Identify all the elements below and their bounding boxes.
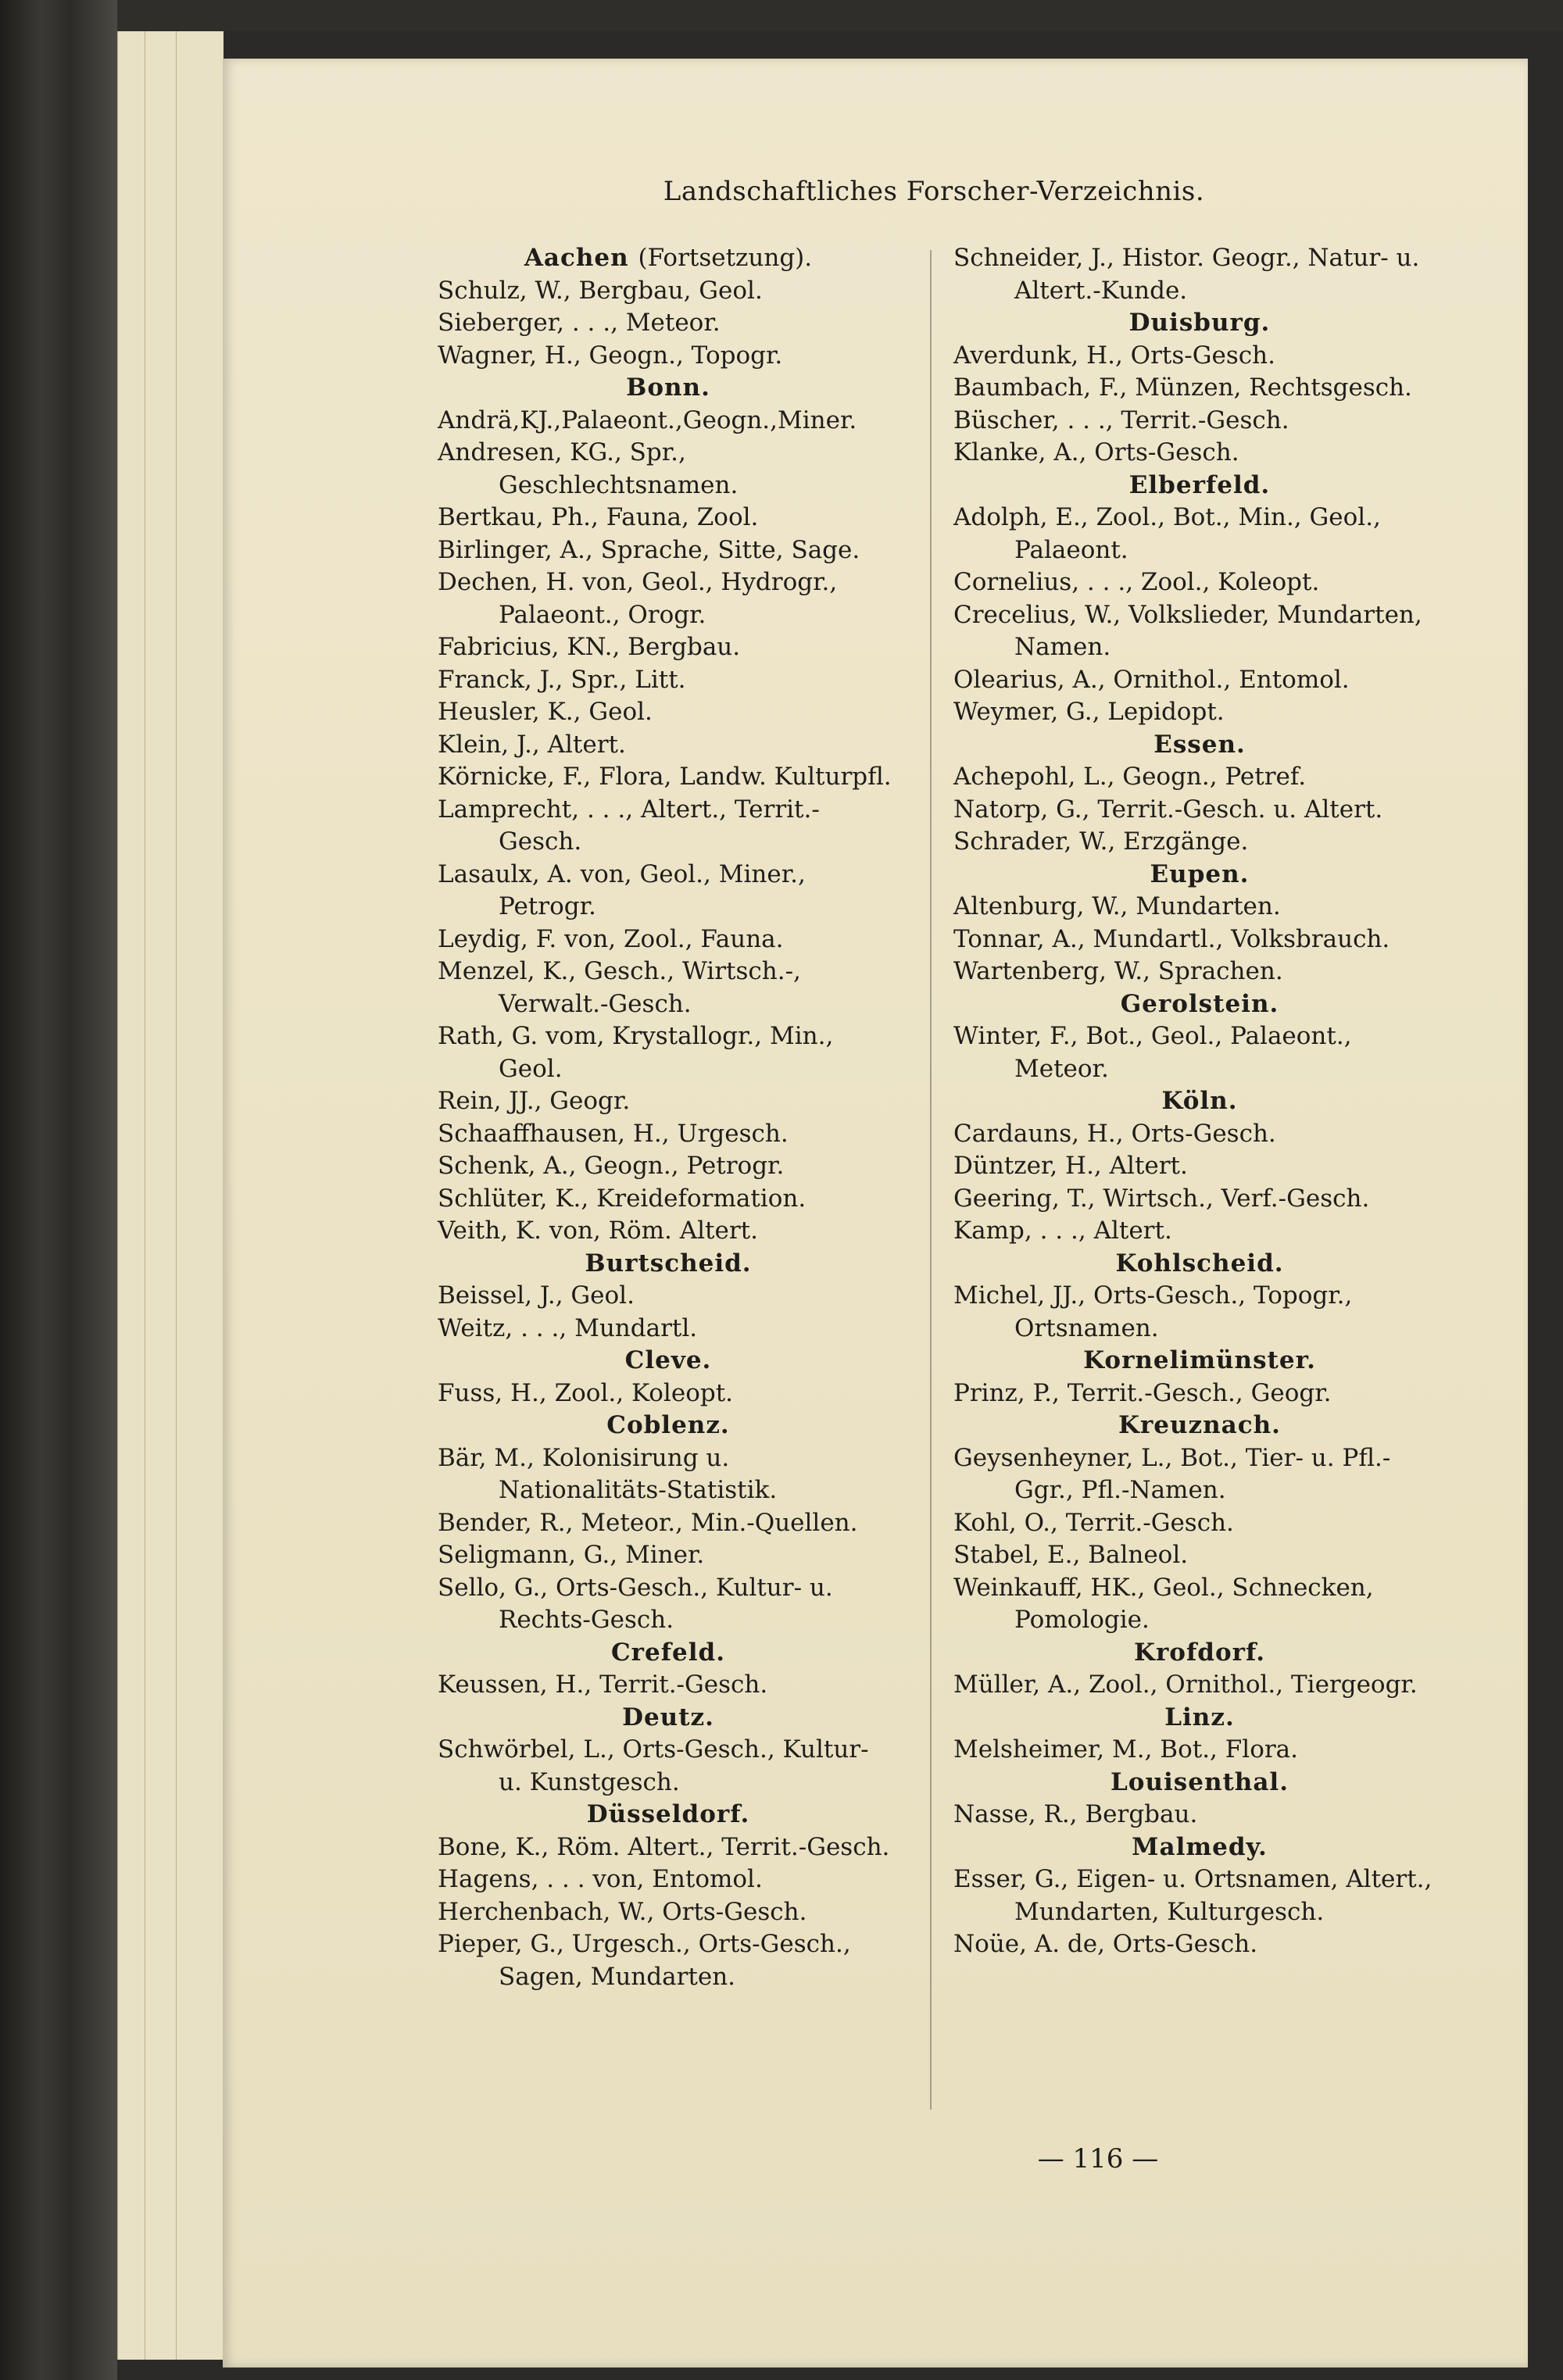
city-name: Krofdorf. (1134, 1638, 1265, 1667)
researcher-entry: Klein, J., Altert. (438, 730, 626, 759)
city-name: Düsseldorf. (586, 1800, 750, 1828)
city-heading (438, 242, 899, 275)
city-heading (953, 1248, 1446, 1281)
researcher-entry: Körnicke, F., Flora, Landw. Kulturpfl. (438, 763, 892, 791)
researcher-entry: Dechen, H. von, Geol., Hydrogr., Palaeont., Orogr. (438, 568, 838, 629)
researcher-entry: Andrä,KJ.,Palaeont.,Geogn.,Miner. (438, 406, 857, 434)
researcher-entry: Nasse, R., Bergbau. (953, 1800, 1198, 1828)
city-heading (953, 1702, 1446, 1735)
city-heading (953, 1410, 1446, 1442)
researcher-entry: Müller, A., Zool., Ornithol., Tiergeogr. (953, 1671, 1418, 1699)
researcher-entry: Kohl, O., Territ.-Gesch. (953, 1508, 1234, 1537)
researcher-entry: Cardauns, H., Orts-Gesch. (953, 1119, 1276, 1148)
city-name: Malmedy. (1132, 1832, 1268, 1861)
researcher-entry: Schrader, W., Erzgänge. (953, 827, 1249, 856)
city-heading (438, 1702, 899, 1735)
researcher-entry: Winter, F., Bot., Geol., Palaeont., Meteor. (953, 1022, 1352, 1083)
researcher-entry: Tonnar, A., Mundartl., Volksbrauch. (953, 924, 1390, 953)
city-name: Köln. (1161, 1087, 1238, 1115)
city-heading (438, 1248, 899, 1281)
researcher-entry: Prinz, P., Territ.-Gesch., Geogr. (953, 1378, 1332, 1407)
city-heading (953, 1637, 1446, 1670)
city-name: Kornelimünster. (1083, 1346, 1316, 1374)
researcher-entry: Herchenbach, W., Orts-Gesch. (438, 1897, 807, 1926)
researcher-entry: Melsheimer, M., Bot., Flora. (953, 1735, 1299, 1764)
right-column (953, 242, 1446, 1961)
researcher-entry: Esser, G., Eigen- u. Ortsnamen, Altert., Mundarten, Kulturgesch. (953, 1865, 1432, 1926)
city-name: Crefeld. (610, 1638, 726, 1667)
city-name: Kreuznach. (1118, 1411, 1281, 1439)
city-note: (Fortsetzung). (638, 244, 813, 272)
researcher-entry: Lasaulx, A. von, Geol., Miner., Petrogr. (438, 859, 806, 920)
city-heading (953, 1767, 1446, 1799)
researcher-entry: Rein, JJ., Geogr. (438, 1087, 631, 1115)
researcher-entry: Franck, J., Spr., Litt. (438, 665, 686, 694)
researcher-entry: Achepohl, L., Geogn., Petref. (953, 763, 1307, 791)
city-name: Essen. (1153, 730, 1246, 759)
researcher-entry: Bender, R., Meteor., Min.-Quellen. (438, 1508, 858, 1537)
city-heading (953, 859, 1446, 892)
left-column (438, 242, 899, 1993)
researcher-entry: Lamprecht, . . ., Altert., Territ.-Gesch. (438, 795, 820, 856)
book-top-edge (117, 0, 1563, 31)
running-head: Landschaftliches Forscher-Verzeichnis. (663, 176, 1205, 207)
city-name: Bonn. (626, 373, 710, 402)
researcher-entry: Noüe, A. de, Orts-Gesch. (953, 1930, 1258, 1958)
researcher-entry: Leydig, F. von, Zool., Fauna. (438, 924, 784, 953)
researcher-entry: Adolph, E., Zool., Bot., Min., Geol., Palaeont. (953, 503, 1381, 564)
city-heading (953, 307, 1446, 340)
researcher-entry: Crecelius, W., Volkslieder, Mundarten, Namen. (953, 600, 1422, 661)
column-divider (930, 250, 932, 2110)
researcher-entry: Menzel, K., Gesch., Wirtsch.-, Verwalt.-Gesch. (438, 957, 801, 1018)
city-name: Kohlscheid. (1115, 1249, 1284, 1278)
city-name: Deutz. (622, 1703, 714, 1731)
page-stack-edge (176, 31, 224, 2360)
researcher-entry: Birlinger, A., Sprache, Sitte, Sage. (438, 535, 860, 564)
city-name: Linz. (1164, 1703, 1235, 1731)
city-heading (953, 729, 1446, 762)
researcher-entry: Büscher, . . ., Territ.-Gesch. (953, 406, 1289, 434)
city-heading (438, 1637, 899, 1670)
researcher-entry: Keussen, H., Territ.-Gesch. (438, 1671, 768, 1699)
researcher-entry: Altenburg, W., Mundarten. (953, 892, 1281, 920)
researcher-entry: Averdunk, H., Orts-Gesch. (953, 341, 1275, 370)
researcher-entry: Natorp, G., Territ.-Gesch. u. Altert. (953, 795, 1383, 824)
researcher-entry: Sello, G., Orts-Gesch., Kultur- u. Rechts-Gesch. (438, 1573, 833, 1634)
city-name: Gerolstein. (1120, 989, 1279, 1018)
researcher-entry: Weymer, G., Lepidopt. (953, 698, 1225, 726)
researcher-entry: Klanke, A., Orts-Gesch. (953, 438, 1239, 466)
researcher-entry: Baumbach, F., Münzen, Rechtsgesch. (953, 373, 1412, 402)
city-heading (953, 1831, 1446, 1864)
researcher-entry: Bär, M., Kolonisirung u. Nationalitäts-Statistik. (438, 1443, 778, 1504)
researcher-entry: Fuss, H., Zool., Koleopt. (438, 1378, 734, 1407)
city-name: Eupen. (1150, 859, 1250, 888)
researcher-entry: Cornelius, . . ., Zool., Koleopt. (953, 568, 1320, 596)
researcher-entry: Bone, K., Röm. Altert., Territ.-Gesch. (438, 1832, 890, 1861)
city-heading (953, 988, 1446, 1021)
city-heading (953, 1085, 1446, 1118)
researcher-entry: Heusler, K., Geol. (438, 698, 653, 726)
city-heading (438, 1799, 899, 1831)
book-spine (0, 0, 117, 2380)
city-name: Duisburg. (1128, 309, 1271, 337)
city-heading (438, 372, 899, 405)
researcher-entry: Stabel, E., Balneol. (953, 1541, 1189, 1569)
city-name: Elberfeld. (1128, 470, 1271, 499)
researcher-entry: Fabricius, KN., Bergbau. (438, 633, 741, 661)
city-name: Coblenz. (606, 1411, 730, 1439)
researcher-entry: Düntzer, H., Altert. (953, 1152, 1188, 1180)
researcher-entry: Hagens, . . . von, Entomol. (438, 1865, 763, 1893)
researcher-entry: Olearius, A., Ornithol., Entomol. (953, 665, 1350, 694)
researcher-entry: Sieberger, . . ., Meteor. (438, 309, 721, 337)
researcher-entry: Geysenheyner, L., Bot., Tier- u. Pfl.-Ggr., Pfl.-Namen. (953, 1443, 1391, 1504)
researcher-entry: Kamp, . . ., Altert. (953, 1217, 1172, 1245)
book-page (223, 59, 1528, 2367)
researcher-entry: Schlüter, K., Kreideformation. (438, 1184, 807, 1213)
researcher-entry: Seligmann, G., Miner. (438, 1541, 705, 1569)
researcher-entry: Schneider, J., Histor. Geogr., Natur- u. Altert.-Kunde. (953, 244, 1420, 305)
researcher-entry: Wartenberg, W., Sprachen. (953, 957, 1283, 985)
researcher-entry: Rath, G. vom, Krystallogr., Min., Geol. (438, 1022, 834, 1083)
city-heading (953, 1345, 1446, 1378)
city-name: Cleve. (624, 1346, 712, 1374)
city-name: Burtscheid. (585, 1249, 752, 1278)
researcher-entry: Andresen, KG., Spr., Geschlechtsnamen. (438, 438, 739, 499)
city-heading (438, 1410, 899, 1442)
page-number: — 116 — (1037, 2143, 1159, 2175)
city-name: Aachen (524, 244, 629, 272)
researcher-entry: Schwörbel, L., Orts-Gesch., Kultur- u. Kunstgesch. (438, 1735, 869, 1796)
researcher-entry: Schulz, W., Bergbau, Geol. (438, 276, 763, 305)
city-heading (438, 1345, 899, 1378)
researcher-entry: Veith, K. von, Röm. Altert. (438, 1217, 758, 1245)
researcher-entry: Schenk, A., Geogn., Petrogr. (438, 1152, 785, 1180)
researcher-entry: Schaaffhausen, H., Urgesch. (438, 1119, 789, 1148)
researcher-entry: Wagner, H., Geogn., Topogr. (438, 341, 783, 370)
researcher-entry: Pieper, G., Urgesch., Orts-Gesch., Sagen, Mundarten. (438, 1930, 851, 1991)
researcher-entry: Beissel, J., Geol. (438, 1281, 635, 1310)
researcher-entry: Geering, T., Wirtsch., Verf.-Gesch. (953, 1184, 1370, 1213)
researcher-entry: Weinkauff, HK., Geol., Schnecken, Pomologie. (953, 1573, 1374, 1634)
researcher-entry: Michel, JJ., Orts-Gesch., Topogr., Ortsnamen. (953, 1281, 1353, 1342)
city-heading (953, 470, 1446, 502)
city-name: Louisenthal. (1110, 1767, 1289, 1796)
researcher-entry: Bertkau, Ph., Fauna, Zool. (438, 503, 759, 531)
researcher-entry: Weitz, . . ., Mundartl. (438, 1313, 698, 1342)
